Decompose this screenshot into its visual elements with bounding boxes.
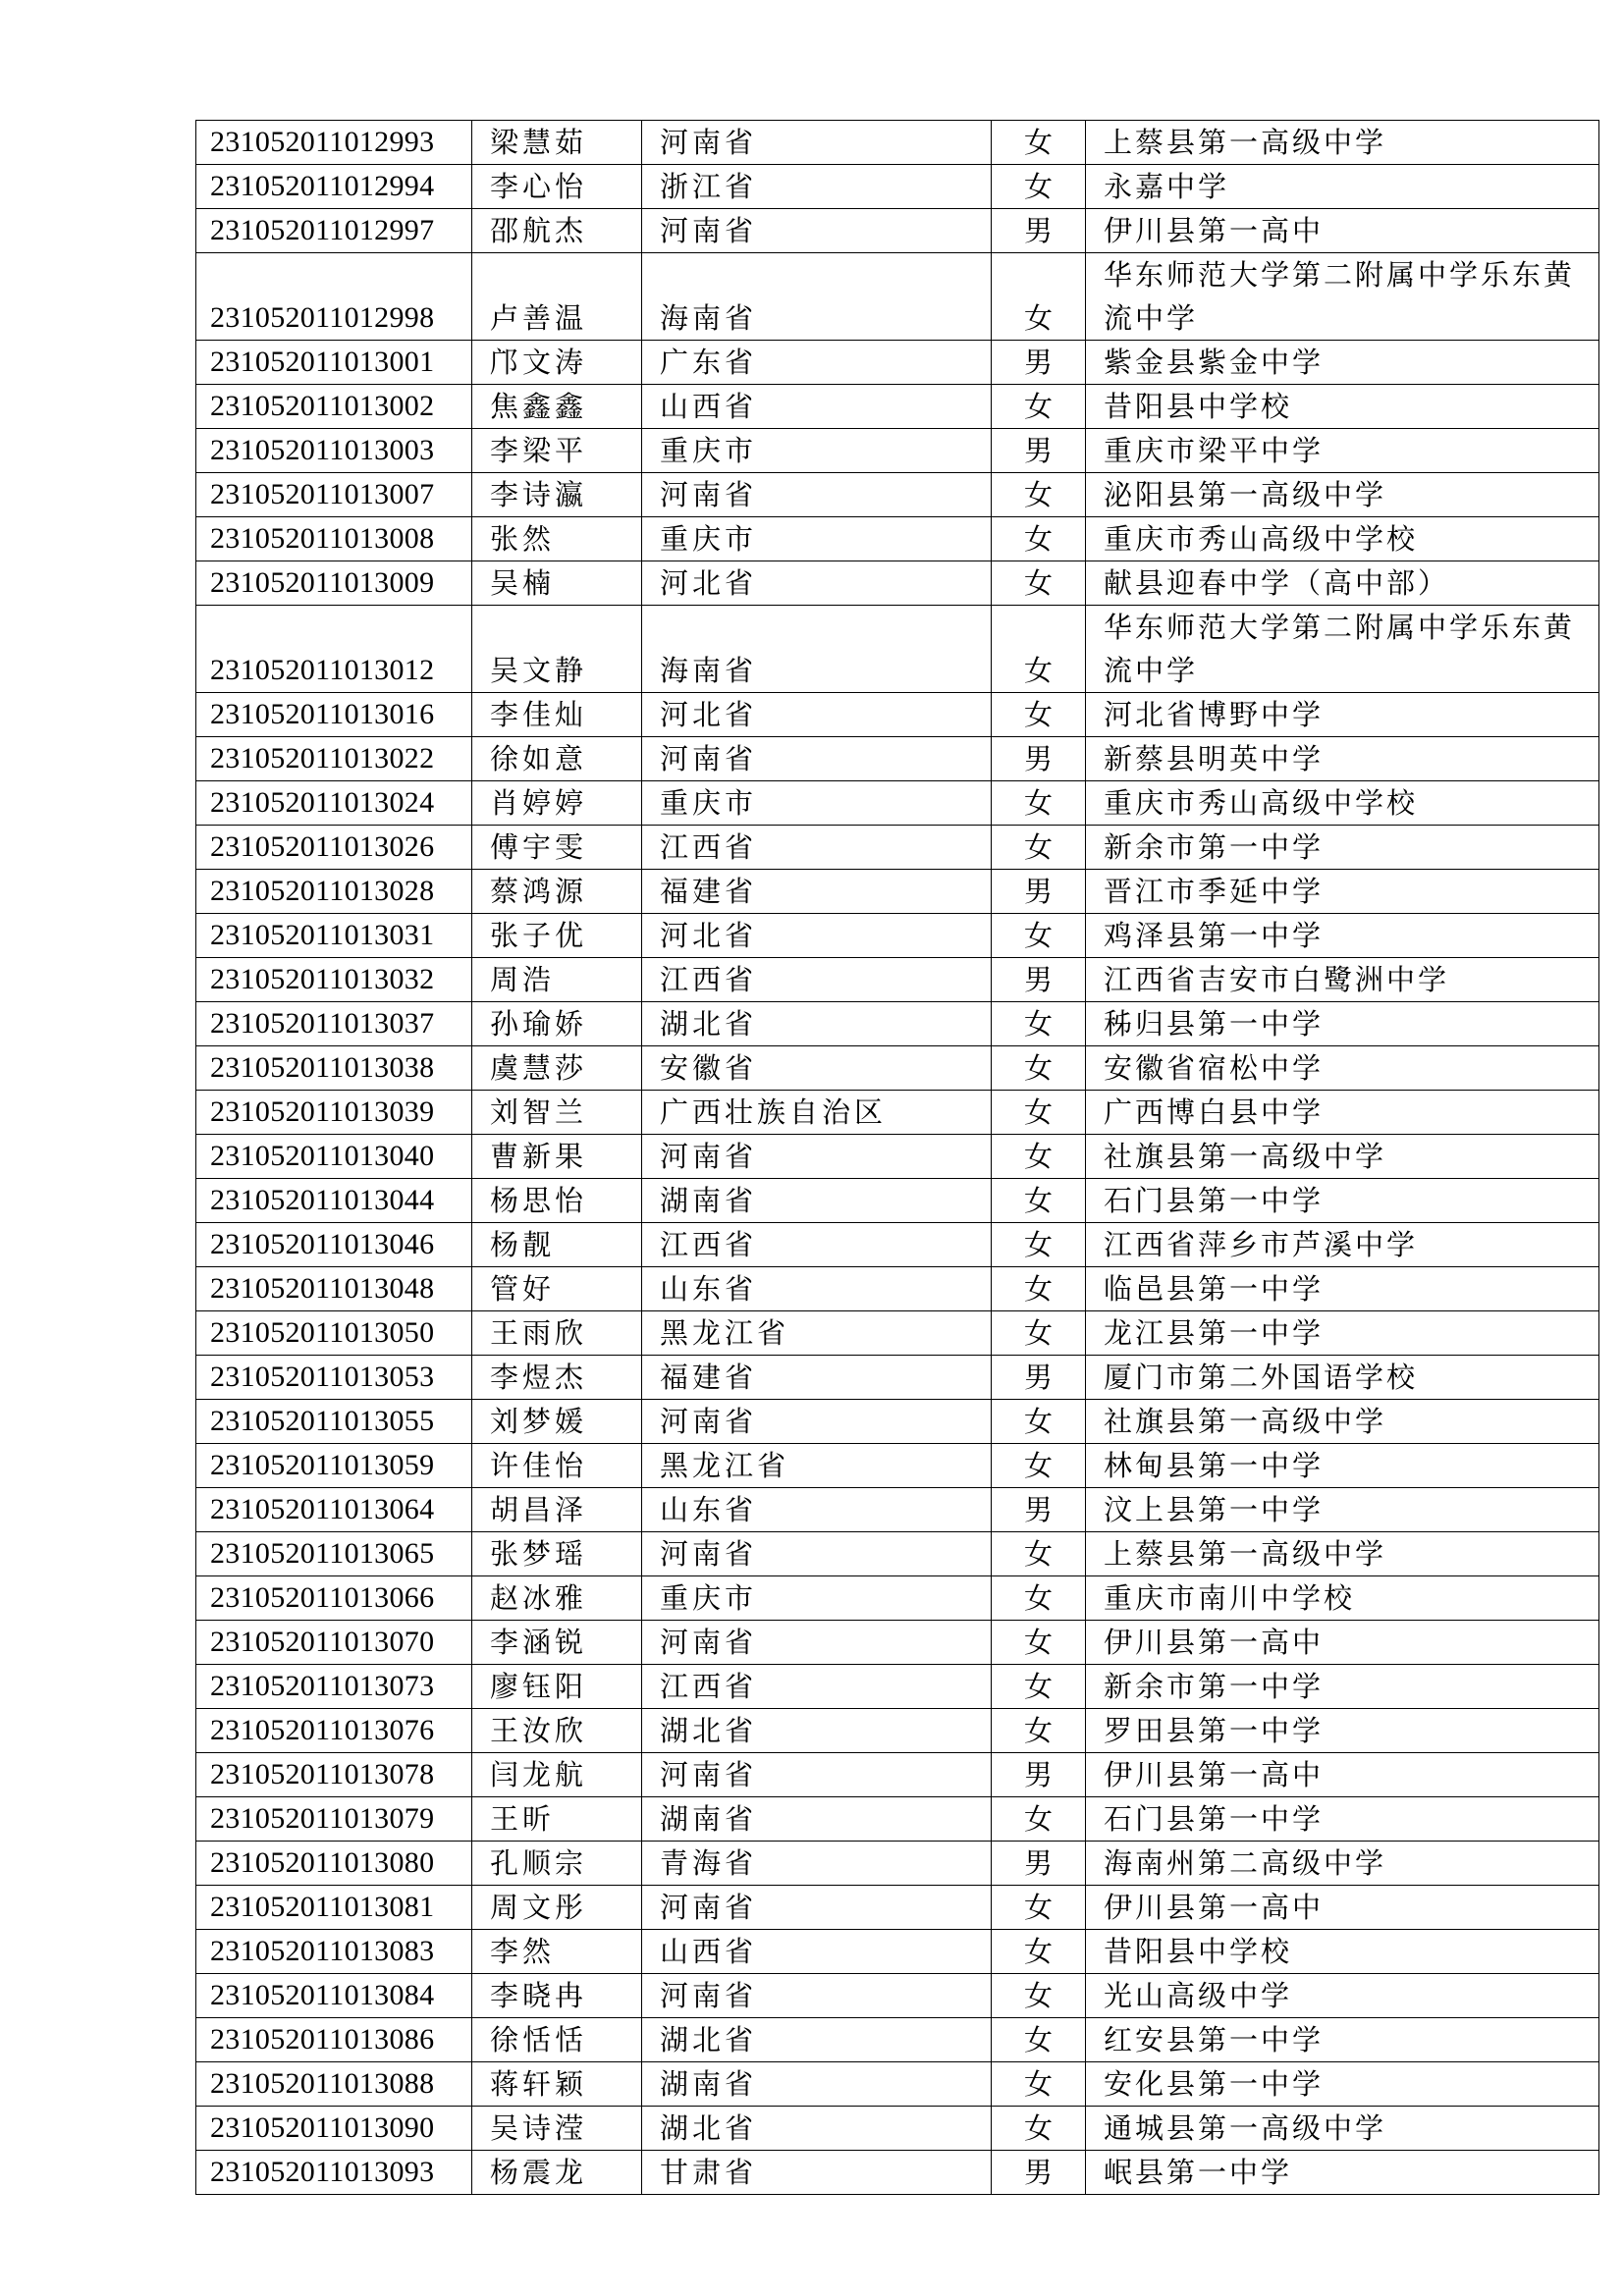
table-row xyxy=(196,1974,1599,2018)
school-cell: 龙江县第一中学 xyxy=(1086,1311,1599,1356)
exam-number-cell: 231052011013008 xyxy=(196,517,472,561)
school-cell: 光山高级中学 xyxy=(1086,1974,1599,2018)
table-row xyxy=(196,429,1599,473)
school-cell: 秭归县第一中学 xyxy=(1086,1002,1599,1046)
gender-cell: 女 xyxy=(992,1223,1086,1267)
school-cell: 安徽省宿松中学 xyxy=(1086,1046,1599,1091)
gender-cell: 女 xyxy=(992,1797,1086,1842)
exam-number-cell: 231052011013090 xyxy=(196,2107,472,2151)
gender-cell: 女 xyxy=(992,1532,1086,1576)
province-cell: 浙江省 xyxy=(642,165,992,209)
school-cell: 华东师范大学第二附属中学乐东黄流中学 xyxy=(1086,606,1599,693)
gender-cell: 女 xyxy=(992,1930,1086,1974)
school-cell: 厦门市第二外国语学校 xyxy=(1086,1356,1599,1400)
exam-number-cell: 231052011013050 xyxy=(196,1311,472,1356)
province-cell: 河南省 xyxy=(642,1753,992,1797)
province-cell: 广东省 xyxy=(642,341,992,385)
school-cell: 泌阳县第一高级中学 xyxy=(1086,473,1599,517)
student-name-cell: 李涵锐 xyxy=(472,1621,642,1665)
province-cell: 安徽省 xyxy=(642,1046,992,1091)
gender-cell: 女 xyxy=(992,606,1086,693)
province-cell: 广西壮族自治区 xyxy=(642,1091,992,1135)
table-row xyxy=(196,209,1599,253)
table-row xyxy=(196,121,1599,165)
gender-cell: 女 xyxy=(992,2018,1086,2062)
school-cell: 社旗县第一高级中学 xyxy=(1086,1135,1599,1179)
exam-number-cell: 231052011013040 xyxy=(196,1135,472,1179)
exam-number-cell: 231052011013059 xyxy=(196,1444,472,1488)
exam-number-cell: 231052011013038 xyxy=(196,1046,472,1091)
student-name-cell: 胡昌泽 xyxy=(472,1488,642,1532)
province-cell: 福建省 xyxy=(642,870,992,914)
school-cell: 江西省吉安市白鹭洲中学 xyxy=(1086,958,1599,1002)
province-cell: 河南省 xyxy=(642,1135,992,1179)
gender-cell: 女 xyxy=(992,1046,1086,1091)
student-name-cell: 张子优 xyxy=(472,914,642,958)
student-name-cell: 杨靓 xyxy=(472,1223,642,1267)
school-cell: 通城县第一高级中学 xyxy=(1086,2107,1599,2151)
exam-number-cell: 231052011013039 xyxy=(196,1091,472,1135)
table-row xyxy=(196,1179,1599,1223)
exam-number-cell: 231052011013070 xyxy=(196,1621,472,1665)
table-row xyxy=(196,1621,1599,1665)
table-row xyxy=(196,606,1599,693)
exam-number-cell: 231052011013081 xyxy=(196,1886,472,1930)
student-name-cell: 肖婷婷 xyxy=(472,781,642,826)
gender-cell: 女 xyxy=(992,2062,1086,2107)
table-row xyxy=(196,1135,1599,1179)
student-name-cell: 刘智兰 xyxy=(472,1091,642,1135)
exam-number-cell: 231052011013065 xyxy=(196,1532,472,1576)
school-cell: 江西省萍乡市芦溪中学 xyxy=(1086,1223,1599,1267)
gender-cell: 女 xyxy=(992,165,1086,209)
gender-cell: 女 xyxy=(992,517,1086,561)
province-cell: 河南省 xyxy=(642,737,992,781)
student-name-cell: 周文彤 xyxy=(472,1886,642,1930)
province-cell: 河南省 xyxy=(642,1532,992,1576)
exam-number-cell: 231052011013009 xyxy=(196,561,472,606)
gender-cell: 女 xyxy=(992,1444,1086,1488)
exam-number-cell: 231052011013024 xyxy=(196,781,472,826)
exam-number-cell: 231052011013022 xyxy=(196,737,472,781)
school-cell: 上蔡县第一高级中学 xyxy=(1086,121,1599,165)
student-name-cell: 廖钰阳 xyxy=(472,1665,642,1709)
student-name-cell: 徐恬恬 xyxy=(472,2018,642,2062)
roster-table xyxy=(195,120,1599,2195)
table-row xyxy=(196,1532,1599,1576)
province-cell: 重庆市 xyxy=(642,429,992,473)
exam-number-cell: 231052011013083 xyxy=(196,1930,472,1974)
student-name-cell: 闫龙航 xyxy=(472,1753,642,1797)
student-name-cell: 傅宇雯 xyxy=(472,826,642,870)
table-row xyxy=(196,958,1599,1002)
table-row xyxy=(196,517,1599,561)
province-cell: 江西省 xyxy=(642,1665,992,1709)
gender-cell: 男 xyxy=(992,429,1086,473)
school-cell: 紫金县紫金中学 xyxy=(1086,341,1599,385)
table-row xyxy=(196,693,1599,737)
table-row xyxy=(196,1842,1599,1886)
gender-cell: 女 xyxy=(992,693,1086,737)
table-row xyxy=(196,1091,1599,1135)
gender-cell: 男 xyxy=(992,2151,1086,2195)
gender-cell: 女 xyxy=(992,1311,1086,1356)
table-row xyxy=(196,870,1599,914)
school-cell: 重庆市秀山高级中学校 xyxy=(1086,517,1599,561)
province-cell: 河北省 xyxy=(642,561,992,606)
exam-number-cell: 231052011012993 xyxy=(196,121,472,165)
province-cell: 湖南省 xyxy=(642,1179,992,1223)
exam-number-cell: 231052011013079 xyxy=(196,1797,472,1842)
province-cell: 山西省 xyxy=(642,385,992,429)
exam-number-cell: 231052011013076 xyxy=(196,1709,472,1753)
gender-cell: 女 xyxy=(992,473,1086,517)
table-row xyxy=(196,2062,1599,2107)
table-row xyxy=(196,914,1599,958)
school-cell: 重庆市梁平中学 xyxy=(1086,429,1599,473)
school-cell: 昔阳县中学校 xyxy=(1086,1930,1599,1974)
province-cell: 海南省 xyxy=(642,606,992,693)
student-name-cell: 孙瑜娇 xyxy=(472,1002,642,1046)
student-name-cell: 虞慧莎 xyxy=(472,1046,642,1091)
exam-number-cell: 231052011013086 xyxy=(196,2018,472,2062)
exam-number-cell: 231052011012994 xyxy=(196,165,472,209)
exam-number-cell: 231052011013053 xyxy=(196,1356,472,1400)
province-cell: 湖北省 xyxy=(642,1002,992,1046)
school-cell: 伊川县第一高中 xyxy=(1086,1886,1599,1930)
student-name-cell: 王昕 xyxy=(472,1797,642,1842)
student-name-cell: 李佳灿 xyxy=(472,693,642,737)
gender-cell: 女 xyxy=(992,1709,1086,1753)
school-cell: 昔阳县中学校 xyxy=(1086,385,1599,429)
exam-number-cell: 231052011013003 xyxy=(196,429,472,473)
student-name-cell: 徐如意 xyxy=(472,737,642,781)
province-cell: 江西省 xyxy=(642,1223,992,1267)
province-cell: 湖南省 xyxy=(642,2062,992,2107)
province-cell: 河南省 xyxy=(642,1621,992,1665)
exam-number-cell: 231052011012997 xyxy=(196,209,472,253)
gender-cell: 女 xyxy=(992,1267,1086,1311)
table-row xyxy=(196,1886,1599,1930)
gender-cell: 女 xyxy=(992,253,1086,341)
student-name-cell: 赵冰雅 xyxy=(472,1576,642,1621)
gender-cell: 女 xyxy=(992,1665,1086,1709)
exam-number-cell: 231052011013073 xyxy=(196,1665,472,1709)
school-cell: 罗田县第一中学 xyxy=(1086,1709,1599,1753)
student-name-cell: 梁慧茹 xyxy=(472,121,642,165)
exam-number-cell: 231052011013037 xyxy=(196,1002,472,1046)
exam-number-cell: 231052011013046 xyxy=(196,1223,472,1267)
school-cell: 上蔡县第一高级中学 xyxy=(1086,1532,1599,1576)
student-name-cell: 张然 xyxy=(472,517,642,561)
school-cell: 鸡泽县第一中学 xyxy=(1086,914,1599,958)
exam-number-cell: 231052011013088 xyxy=(196,2062,472,2107)
school-cell: 新蔡县明英中学 xyxy=(1086,737,1599,781)
student-name-cell: 邝文涛 xyxy=(472,341,642,385)
roster-table-body xyxy=(196,121,1599,2195)
province-cell: 湖北省 xyxy=(642,2018,992,2062)
student-name-cell: 管好 xyxy=(472,1267,642,1311)
province-cell: 江西省 xyxy=(642,826,992,870)
province-cell: 河南省 xyxy=(642,473,992,517)
table-row xyxy=(196,253,1599,341)
table-row xyxy=(196,1665,1599,1709)
table-row xyxy=(196,2018,1599,2062)
exam-number-cell: 231052011013093 xyxy=(196,2151,472,2195)
school-cell: 永嘉中学 xyxy=(1086,165,1599,209)
gender-cell: 男 xyxy=(992,1753,1086,1797)
gender-cell: 男 xyxy=(992,870,1086,914)
exam-number-cell: 231052011013032 xyxy=(196,958,472,1002)
exam-number-cell: 231052011013012 xyxy=(196,606,472,693)
province-cell: 河南省 xyxy=(642,1400,992,1444)
student-name-cell: 蔡鸿源 xyxy=(472,870,642,914)
province-cell: 黑龙江省 xyxy=(642,1311,992,1356)
school-cell: 石门县第一中学 xyxy=(1086,1179,1599,1223)
province-cell: 湖南省 xyxy=(642,1797,992,1842)
table-row xyxy=(196,341,1599,385)
gender-cell: 女 xyxy=(992,1002,1086,1046)
province-cell: 山西省 xyxy=(642,1930,992,1974)
province-cell: 重庆市 xyxy=(642,781,992,826)
student-name-cell: 李晓冉 xyxy=(472,1974,642,2018)
table-row xyxy=(196,2151,1599,2195)
school-cell: 新余市第一中学 xyxy=(1086,1665,1599,1709)
table-row xyxy=(196,1400,1599,1444)
school-cell: 石门县第一中学 xyxy=(1086,1797,1599,1842)
exam-number-cell: 231052011013007 xyxy=(196,473,472,517)
gender-cell: 女 xyxy=(992,1576,1086,1621)
table-row xyxy=(196,1753,1599,1797)
exam-number-cell: 231052011013001 xyxy=(196,341,472,385)
exam-number-cell: 231052011013031 xyxy=(196,914,472,958)
table-row xyxy=(196,1223,1599,1267)
student-name-cell: 曹新果 xyxy=(472,1135,642,1179)
table-row xyxy=(196,1444,1599,1488)
gender-cell: 男 xyxy=(992,1842,1086,1886)
gender-cell: 男 xyxy=(992,209,1086,253)
table-row xyxy=(196,2107,1599,2151)
student-name-cell: 焦鑫鑫 xyxy=(472,385,642,429)
school-cell: 晋江市季延中学 xyxy=(1086,870,1599,914)
province-cell: 河北省 xyxy=(642,693,992,737)
school-cell: 伊川县第一高中 xyxy=(1086,1621,1599,1665)
gender-cell: 女 xyxy=(992,385,1086,429)
province-cell: 河北省 xyxy=(642,914,992,958)
gender-cell: 女 xyxy=(992,914,1086,958)
gender-cell: 女 xyxy=(992,1974,1086,2018)
school-cell: 红安县第一中学 xyxy=(1086,2018,1599,2062)
exam-number-cell: 231052011013026 xyxy=(196,826,472,870)
province-cell: 江西省 xyxy=(642,958,992,1002)
school-cell: 华东师范大学第二附属中学乐东黄流中学 xyxy=(1086,253,1599,341)
province-cell: 河南省 xyxy=(642,1886,992,1930)
school-cell: 广西博白县中学 xyxy=(1086,1091,1599,1135)
province-cell: 重庆市 xyxy=(642,517,992,561)
exam-number-cell: 231052011013028 xyxy=(196,870,472,914)
school-cell: 献县迎春中学（高中部） xyxy=(1086,561,1599,606)
table-row xyxy=(196,737,1599,781)
gender-cell: 男 xyxy=(992,737,1086,781)
exam-number-cell: 231052011013066 xyxy=(196,1576,472,1621)
table-row xyxy=(196,1046,1599,1091)
exam-number-cell: 231052011013064 xyxy=(196,1488,472,1532)
table-row xyxy=(196,1002,1599,1046)
table-row xyxy=(196,781,1599,826)
province-cell: 青海省 xyxy=(642,1842,992,1886)
province-cell: 福建省 xyxy=(642,1356,992,1400)
gender-cell: 女 xyxy=(992,1179,1086,1223)
province-cell: 甘肃省 xyxy=(642,2151,992,2195)
province-cell: 河南省 xyxy=(642,121,992,165)
table-row xyxy=(196,1488,1599,1532)
exam-number-cell: 231052011013055 xyxy=(196,1400,472,1444)
gender-cell: 女 xyxy=(992,1400,1086,1444)
table-row xyxy=(196,165,1599,209)
province-cell: 山东省 xyxy=(642,1267,992,1311)
table-row xyxy=(196,473,1599,517)
student-name-cell: 周浩 xyxy=(472,958,642,1002)
student-name-cell: 刘梦媛 xyxy=(472,1400,642,1444)
gender-cell: 女 xyxy=(992,2107,1086,2151)
exam-number-cell: 231052011012998 xyxy=(196,253,472,341)
province-cell: 重庆市 xyxy=(642,1576,992,1621)
exam-number-cell: 231052011013016 xyxy=(196,693,472,737)
student-name-cell: 李诗瀛 xyxy=(472,473,642,517)
exam-number-cell: 231052011013084 xyxy=(196,1974,472,2018)
province-cell: 山东省 xyxy=(642,1488,992,1532)
gender-cell: 男 xyxy=(992,1356,1086,1400)
province-cell: 河南省 xyxy=(642,209,992,253)
student-name-cell: 张梦瑶 xyxy=(472,1532,642,1576)
table-row xyxy=(196,1267,1599,1311)
table-row xyxy=(196,1930,1599,1974)
table-row xyxy=(196,1709,1599,1753)
school-cell: 岷县第一中学 xyxy=(1086,2151,1599,2195)
school-cell: 伊川县第一高中 xyxy=(1086,209,1599,253)
province-cell: 湖北省 xyxy=(642,2107,992,2151)
exam-number-cell: 231052011013002 xyxy=(196,385,472,429)
gender-cell: 男 xyxy=(992,341,1086,385)
school-cell: 临邑县第一中学 xyxy=(1086,1267,1599,1311)
student-name-cell: 蒋轩颖 xyxy=(472,2062,642,2107)
school-cell: 重庆市秀山高级中学校 xyxy=(1086,781,1599,826)
gender-cell: 女 xyxy=(992,121,1086,165)
school-cell: 重庆市南川中学校 xyxy=(1086,1576,1599,1621)
province-cell: 海南省 xyxy=(642,253,992,341)
gender-cell: 女 xyxy=(992,1091,1086,1135)
gender-cell: 男 xyxy=(992,958,1086,1002)
exam-number-cell: 231052011013080 xyxy=(196,1842,472,1886)
province-cell: 河南省 xyxy=(642,1974,992,2018)
exam-number-cell: 231052011013044 xyxy=(196,1179,472,1223)
table-row xyxy=(196,826,1599,870)
student-name-cell: 李心怡 xyxy=(472,165,642,209)
school-cell: 海南州第二高级中学 xyxy=(1086,1842,1599,1886)
student-name-cell: 杨思怡 xyxy=(472,1179,642,1223)
student-name-cell: 孔顺宗 xyxy=(472,1842,642,1886)
exam-number-cell: 231052011013078 xyxy=(196,1753,472,1797)
school-cell: 林甸县第一中学 xyxy=(1086,1444,1599,1488)
table-row xyxy=(196,1311,1599,1356)
gender-cell: 女 xyxy=(992,781,1086,826)
gender-cell: 女 xyxy=(992,561,1086,606)
gender-cell: 女 xyxy=(992,826,1086,870)
table-row xyxy=(196,561,1599,606)
student-name-cell: 李煜杰 xyxy=(472,1356,642,1400)
student-name-cell: 李梁平 xyxy=(472,429,642,473)
school-cell: 新余市第一中学 xyxy=(1086,826,1599,870)
exam-number-cell: 231052011013048 xyxy=(196,1267,472,1311)
province-cell: 黑龙江省 xyxy=(642,1444,992,1488)
student-name-cell: 邵航杰 xyxy=(472,209,642,253)
table-row xyxy=(196,385,1599,429)
student-name-cell: 卢善温 xyxy=(472,253,642,341)
student-name-cell: 杨震龙 xyxy=(472,2151,642,2195)
school-cell: 伊川县第一高中 xyxy=(1086,1753,1599,1797)
student-name-cell: 许佳怡 xyxy=(472,1444,642,1488)
table-row xyxy=(196,1576,1599,1621)
student-name-cell: 吴文静 xyxy=(472,606,642,693)
gender-cell: 男 xyxy=(992,1488,1086,1532)
student-name-cell: 王汝欣 xyxy=(472,1709,642,1753)
gender-cell: 女 xyxy=(992,1135,1086,1179)
school-cell: 河北省博野中学 xyxy=(1086,693,1599,737)
student-name-cell: 王雨欣 xyxy=(472,1311,642,1356)
table-row xyxy=(196,1797,1599,1842)
gender-cell: 女 xyxy=(992,1621,1086,1665)
table-row xyxy=(196,1356,1599,1400)
gender-cell: 女 xyxy=(992,1886,1086,1930)
student-name-cell: 吴楠 xyxy=(472,561,642,606)
school-cell: 汶上县第一中学 xyxy=(1086,1488,1599,1532)
school-cell: 安化县第一中学 xyxy=(1086,2062,1599,2107)
student-name-cell: 吴诗滢 xyxy=(472,2107,642,2151)
province-cell: 湖北省 xyxy=(642,1709,992,1753)
school-cell: 社旗县第一高级中学 xyxy=(1086,1400,1599,1444)
student-name-cell: 李然 xyxy=(472,1930,642,1974)
